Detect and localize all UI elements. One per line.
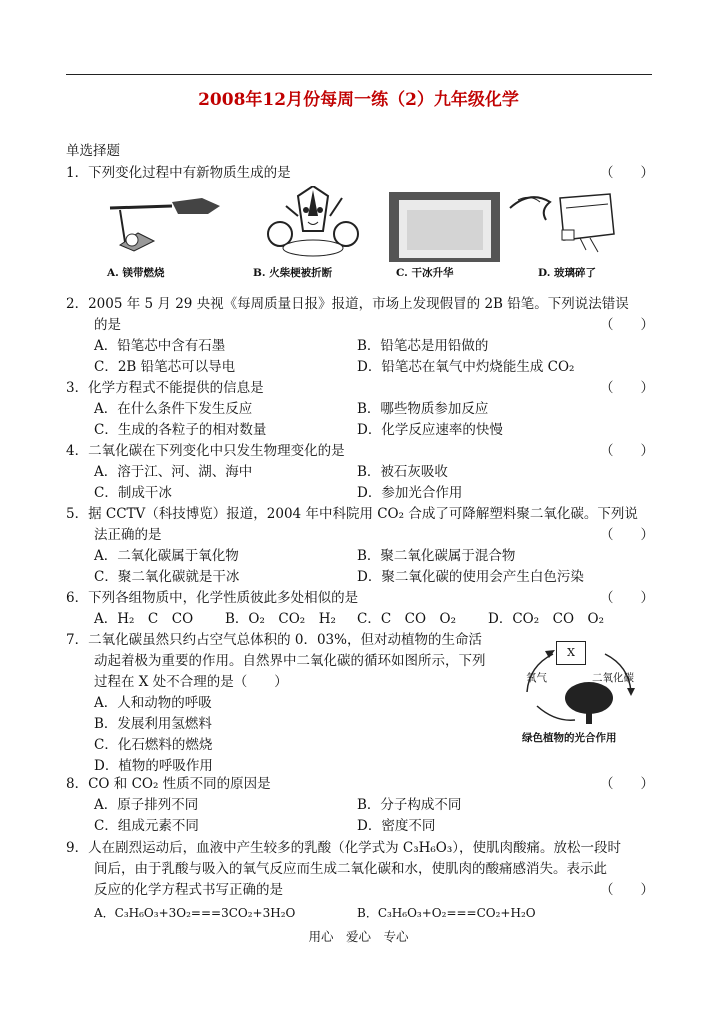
q4-option-a: A．溶于江、河、湖、海中 xyxy=(94,464,253,480)
q3-option-d: D．化学反应速率的快慢 xyxy=(357,422,503,438)
q8-answer-blank: （ ） xyxy=(600,776,654,792)
q9-stem-line2: 间后，由于乳酸与吸入的氧气反应而生成二氧化碳和水，使肌肉的酸痛感消失。表示此 xyxy=(94,861,607,877)
q5-answer-blank: （ ） xyxy=(600,527,654,543)
q4-option-d: D．参加光合作用 xyxy=(357,485,463,501)
q1-image-label-b: B. 火柴梗被折断 xyxy=(253,267,333,279)
q1-stem: 1．下列变化过程中有新物质生成的是 xyxy=(66,165,291,181)
q7-option-a: A．人和动物的呼吸 xyxy=(94,695,212,711)
q7-option-c: C．化石燃料的燃烧 xyxy=(94,737,213,753)
q8-option-b: B．分子构成不同 xyxy=(357,797,462,813)
q7-stem-line3: 过程在 X 处不合理的是（ ） xyxy=(94,674,288,690)
q1-image-label-c: C. 干冰升华 xyxy=(396,267,454,279)
carbon-cycle-co2-label: 二氧化碳 xyxy=(592,672,634,684)
q4-option-b: B．被石灰吸收 xyxy=(357,464,448,480)
q6-stem: 6．下列各组物质中，化学性质彼此多处相似的是 xyxy=(66,590,359,606)
q7-stem-line2: 动起着极为重要的作用。自然界中二氧化碳的循环如图所示，下列 xyxy=(94,653,486,669)
q2-option-b: B．铅笔芯是用铅做的 xyxy=(357,338,489,354)
q2-answer-blank: （ ） xyxy=(600,317,654,333)
q5-stem-line2: 法正确的是 xyxy=(94,527,162,543)
q2-option-d: D．铅笔芯在氧气中灼烧能生成 CO₂ xyxy=(357,359,575,375)
q2-option-a: A．铅笔芯中含有石墨 xyxy=(94,338,226,354)
q5-stem-line1: 5．据 CCTV（科技博览）报道，2004 年中科院用 CO₂ 合成了可降解塑料聚二氧化碳。下列说 xyxy=(66,506,638,522)
q7-option-d: D．植物的呼吸作用 xyxy=(94,758,213,774)
page-title: 2008年12月份每周一练（2）九年级化学 xyxy=(198,90,519,110)
q5-option-a: A．二氧化碳属于氧化物 xyxy=(94,548,239,564)
q3-option-b: B．哪些物质参加反应 xyxy=(357,401,489,417)
glass-breaking-image xyxy=(500,188,620,260)
dry-ice-sublimation-image xyxy=(389,192,500,262)
q9-option-b: B．C₃H₆O₃+O₂===CO₂+H₂O xyxy=(357,906,536,920)
q3-option-c: C．生成的各粒子的相对数量 xyxy=(94,422,267,438)
q4-stem: 4．二氧化碳在下列变化中只发生物理变化的是 xyxy=(66,443,345,459)
q5-option-c: C．聚二氧化碳就是干冰 xyxy=(94,569,240,585)
q1-answer-blank: （ ） xyxy=(600,165,654,181)
q4-answer-blank: （ ） xyxy=(600,443,654,459)
carbon-cycle-oxygen-label: 氧气 xyxy=(526,672,547,684)
q7-option-b: B．发展利用氢燃料 xyxy=(94,716,212,732)
q3-stem: 3．化学方程式不能提供的信息是 xyxy=(66,380,264,396)
q9-option-a: A．C₃H₆O₃+3O₂===3CO₂+3H₂O xyxy=(94,906,296,920)
q6-answer-blank: （ ） xyxy=(600,590,654,606)
q3-option-a: A．在什么条件下发生反应 xyxy=(94,401,253,417)
matchstick-breaking-image xyxy=(258,186,368,261)
q6-option-d: D．CO₂ CO O₂ xyxy=(488,611,605,627)
magnesium-burning-image xyxy=(100,190,230,260)
q6-option-b: B．O₂ CO₂ H₂ xyxy=(225,611,336,627)
q2-option-c: C．2B 铅笔芯可以导电 xyxy=(94,359,236,375)
q6-option-a: A．H₂ C CO xyxy=(94,611,194,627)
section-heading: 单选择题 xyxy=(66,143,120,159)
q8-option-c: C．组成元素不同 xyxy=(94,818,199,834)
carbon-cycle-x-box: X xyxy=(556,641,586,665)
q1-image-label-a: A. 镁带燃烧 xyxy=(107,267,165,279)
q1-image-label-d: D. 玻璃碎了 xyxy=(538,267,597,279)
header-rule xyxy=(66,74,652,75)
q6-option-c: C．C CO O₂ xyxy=(357,611,457,627)
q5-option-b: B．聚二氧化碳属于混合物 xyxy=(357,548,516,564)
q3-answer-blank: （ ） xyxy=(600,380,654,396)
q5-option-d: D．聚二氧化碳的使用会产生白色污染 xyxy=(357,569,584,585)
q7-stem-line1: 7．二氧化碳虽然只约占空气总体积的 0．03%，但对动植物的生命活 xyxy=(66,632,482,648)
q2-stem-line2: 的是 xyxy=(94,317,121,333)
q8-stem: 8．CO 和 CO₂ 性质不同的原因是 xyxy=(66,776,271,792)
q9-answer-blank: （ ） xyxy=(600,882,654,898)
q8-option-a: A．原子排列不同 xyxy=(94,797,199,813)
page-footer: 用心 爱心 专心 xyxy=(308,929,409,944)
carbon-cycle-caption: 绿色植物的光合作用 xyxy=(522,732,617,744)
q9-stem-line3: 反应的化学方程式书写正确的是 xyxy=(94,882,283,898)
q4-option-c: C．制成干冰 xyxy=(94,485,172,501)
q8-option-d: D．密度不同 xyxy=(357,818,436,834)
q2-stem-line1: 2．2005 年 5 月 29 央视《每周质量日报》报道，市场上发现假冒的 2B 铅笔。下列说法错误 xyxy=(66,296,629,312)
q9-stem-line1: 9．人在剧烈运动后，血液中产生较多的乳酸（化学式为 C₃H₆O₃），使肌肉酸痛。放松一段时 xyxy=(66,840,622,856)
